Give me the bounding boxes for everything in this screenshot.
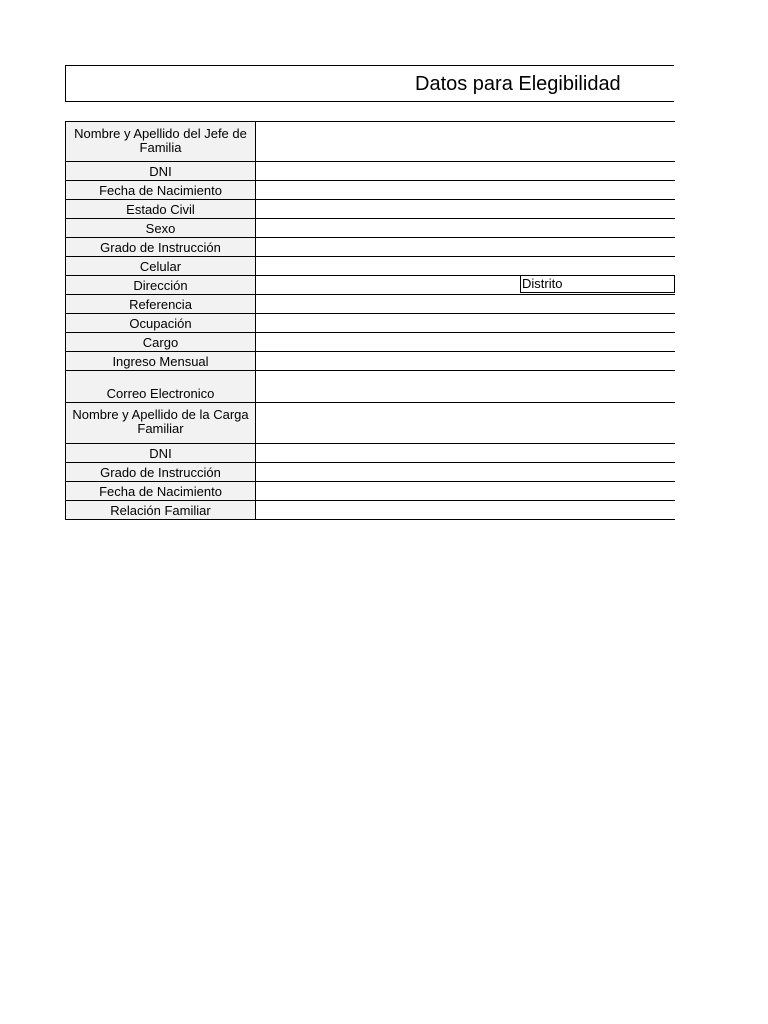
input-ocupacion[interactable] — [256, 314, 675, 333]
input-jefe-fecha-nacimiento[interactable] — [256, 181, 675, 200]
label-jefe-fecha-nacimiento: Fecha de Nacimiento — [66, 181, 256, 200]
row-relacion-familiar — [66, 501, 675, 520]
label-jefe-dni: DNI — [66, 162, 256, 181]
row-carga-dni — [66, 444, 675, 463]
label-cargo: Cargo — [66, 333, 256, 352]
input-celular[interactable] — [256, 257, 675, 276]
row-jefe-grado-instruccion — [66, 238, 675, 257]
label-carga-nombre: Nombre y Apellido de la Carga Familiar — [66, 403, 256, 444]
label-sexo: Sexo — [66, 219, 256, 238]
distrito-field[interactable] — [520, 275, 675, 293]
row-celular — [66, 257, 675, 276]
label-estado-civil: Estado Civil — [66, 200, 256, 219]
row-carga-nombre — [66, 403, 675, 444]
form-title-box — [65, 65, 674, 102]
input-jefe-dni[interactable] — [256, 162, 675, 181]
row-ocupacion — [66, 314, 675, 333]
input-jefe-nombre[interactable] — [256, 122, 675, 162]
direccion-value-area — [256, 276, 675, 294]
row-carga-grado-instruccion — [66, 463, 675, 482]
label-ingreso-mensual: Ingreso Mensual — [66, 352, 256, 371]
input-referencia[interactable] — [256, 295, 675, 314]
label-correo: Correo Electronico — [66, 371, 256, 403]
input-sexo[interactable] — [256, 219, 675, 238]
row-ingreso-mensual — [66, 352, 675, 371]
input-carga-nombre[interactable] — [256, 403, 675, 444]
label-jefe-nombre: Nombre y Apellido del Jefe de Familia — [66, 122, 256, 162]
input-cargo[interactable] — [256, 333, 675, 352]
input-carga-dni[interactable] — [256, 444, 675, 463]
input-correo[interactable] — [256, 371, 675, 403]
label-carga-grado-instruccion: Grado de Instrucción — [66, 463, 256, 482]
row-jefe-nombre — [66, 122, 675, 162]
label-celular: Celular — [66, 257, 256, 276]
label-relacion-familiar: Relación Familiar — [66, 501, 256, 520]
eligibility-form-table — [65, 121, 675, 520]
input-ingreso-mensual[interactable] — [256, 352, 675, 371]
label-direccion: Dirección — [66, 276, 256, 295]
input-direccion[interactable] — [256, 276, 675, 295]
label-ocupacion: Ocupación — [66, 314, 256, 333]
input-carga-fecha-nacimiento[interactable] — [256, 482, 675, 501]
row-jefe-dni — [66, 162, 675, 181]
row-sexo — [66, 219, 675, 238]
form-title: Datos para Elegibilidad — [415, 73, 621, 95]
input-jefe-grado-instruccion[interactable] — [256, 238, 675, 257]
input-estado-civil[interactable] — [256, 200, 675, 219]
label-jefe-grado-instruccion: Grado de Instrucción — [66, 238, 256, 257]
row-estado-civil — [66, 200, 675, 219]
row-correo — [66, 371, 675, 403]
label-carga-fecha-nacimiento: Fecha de Nacimiento — [66, 482, 256, 501]
label-referencia: Referencia — [66, 295, 256, 314]
input-relacion-familiar[interactable] — [256, 501, 675, 520]
label-distrito: Distrito — [522, 276, 563, 291]
row-cargo — [66, 333, 675, 352]
row-jefe-fecha-nacimiento — [66, 181, 675, 200]
input-carga-grado-instruccion[interactable] — [256, 463, 675, 482]
row-direccion — [66, 276, 675, 295]
label-carga-dni: DNI — [66, 444, 256, 463]
row-carga-fecha-nacimiento — [66, 482, 675, 501]
row-referencia — [66, 295, 675, 314]
